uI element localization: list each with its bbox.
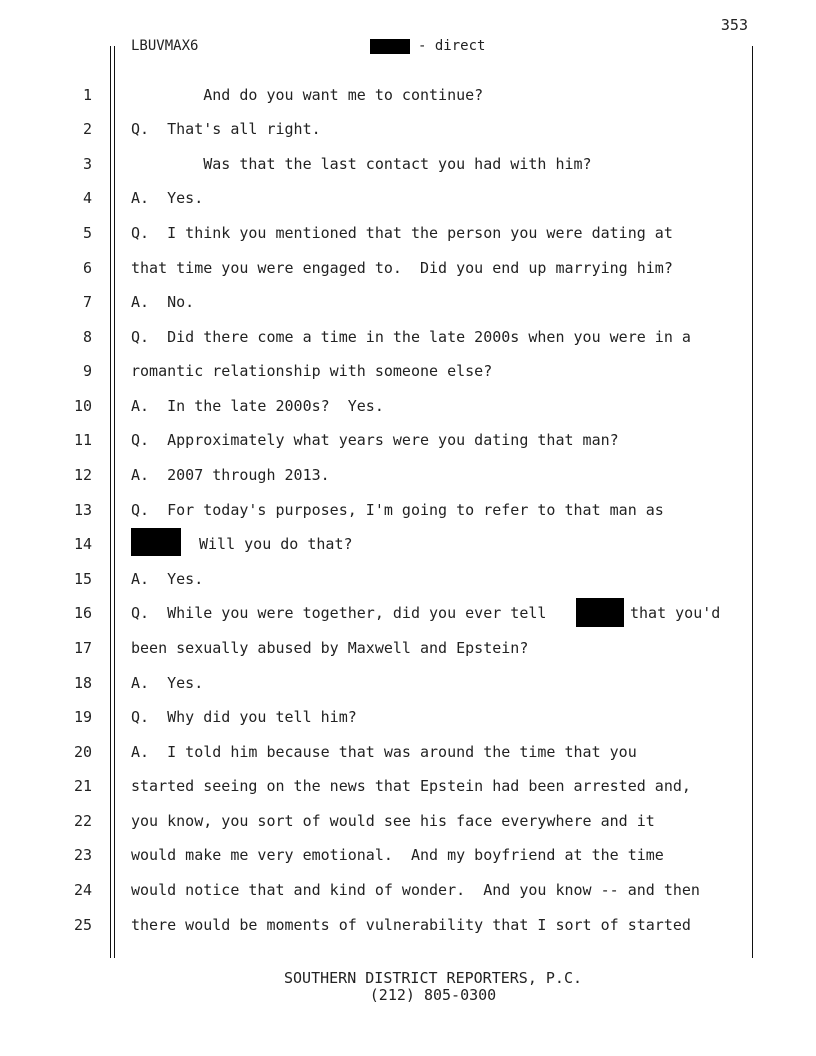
- line-number: 12: [73, 466, 92, 484]
- transcript-line: Q. That's all right.: [131, 120, 321, 138]
- transcript-line: A. 2007 through 2013.: [131, 466, 330, 484]
- line-number: 8: [82, 328, 92, 346]
- transcript-line: Was that the last contact you had with him?: [131, 155, 592, 173]
- line-number: 10: [73, 397, 92, 415]
- line-number: 6: [82, 259, 92, 277]
- line-number: 7: [82, 293, 92, 311]
- transcript-line: Q. Approximately what years were you dating that man?: [131, 431, 619, 449]
- transcript-line: romantic relationship with someone else?: [131, 362, 493, 380]
- left-margin-rule-inner: [114, 46, 115, 958]
- transcript-line: Q. Did there come a time in the late 2000s when you were in a: [131, 328, 691, 346]
- transcript-line: would make me very emotional. And my boyfriend at the time: [131, 846, 664, 864]
- footer-company: SOUTHERN DISTRICT REPORTERS, P.C.: [283, 969, 582, 987]
- header-case-id: LBUVMAX6: [131, 38, 199, 54]
- footer-phone: (212) 805-0300: [369, 986, 497, 1004]
- line-number: 2: [82, 120, 92, 138]
- transcript-line: you know, you sort of would see his face everywhere and it: [131, 812, 655, 830]
- line-number: 20: [73, 743, 92, 761]
- redaction-box: [576, 598, 624, 627]
- line-number: 19: [73, 708, 92, 726]
- line-number: 1: [82, 86, 92, 104]
- line-number: 17: [73, 639, 92, 657]
- line-number: 13: [73, 501, 92, 519]
- line-number: 23: [73, 846, 92, 864]
- transcript-line: Q. While you were together, did you ever tell: [131, 604, 547, 622]
- transcript-line: would notice that and kind of wonder. And you know -- and then: [131, 881, 700, 899]
- line-number: 4: [82, 189, 92, 207]
- line-number: 11: [73, 431, 92, 449]
- transcript-line: Will you do that?: [199, 535, 353, 553]
- transcript-line: Q. I think you mentioned that the person you were dating at: [131, 224, 673, 242]
- line-number: 15: [73, 570, 92, 588]
- transcript-line: A. Yes.: [131, 189, 204, 207]
- transcript-line: started seeing on the news that Epstein had been arrested and,: [131, 777, 691, 795]
- line-number: 18: [73, 674, 92, 692]
- transcript-line-continued: that you'd: [630, 604, 721, 622]
- line-number: 16: [73, 604, 92, 622]
- line-number: 14: [73, 535, 92, 553]
- transcript-line: Q. Why did you tell him?: [131, 708, 357, 726]
- page-number: 353: [720, 16, 748, 34]
- redaction-box: [131, 528, 181, 556]
- transcript-line: that time you were engaged to. Did you end up marrying him?: [131, 259, 673, 277]
- line-number: 9: [82, 362, 92, 380]
- redaction-box: [370, 39, 410, 54]
- transcript-line: A. No.: [131, 293, 195, 311]
- transcript-line: A. I told him because that was around the time that you: [131, 743, 637, 761]
- right-margin-rule: [752, 46, 753, 958]
- line-number: 5: [82, 224, 92, 242]
- line-number: 22: [73, 812, 92, 830]
- transcript-line: been sexually abused by Maxwell and Epstein?: [131, 639, 529, 657]
- left-margin-rule-outer: [110, 46, 111, 958]
- transcript-line: And do you want me to continue?: [131, 86, 484, 104]
- transcript-line: there would be moments of vulnerability that I sort of started: [131, 916, 691, 934]
- line-number: 21: [73, 777, 92, 795]
- transcript-line: A. Yes.: [131, 570, 204, 588]
- header-title: [370, 38, 485, 54]
- header-section: - direct: [418, 38, 486, 54]
- line-number: 25: [73, 916, 92, 934]
- transcript-line: Q. For today's purposes, I'm going to refer to that man as: [131, 501, 664, 519]
- line-number: 3: [82, 155, 92, 173]
- transcript-line: A. In the late 2000s? Yes.: [131, 397, 384, 415]
- transcript-line: A. Yes.: [131, 674, 204, 692]
- line-number: 24: [73, 881, 92, 899]
